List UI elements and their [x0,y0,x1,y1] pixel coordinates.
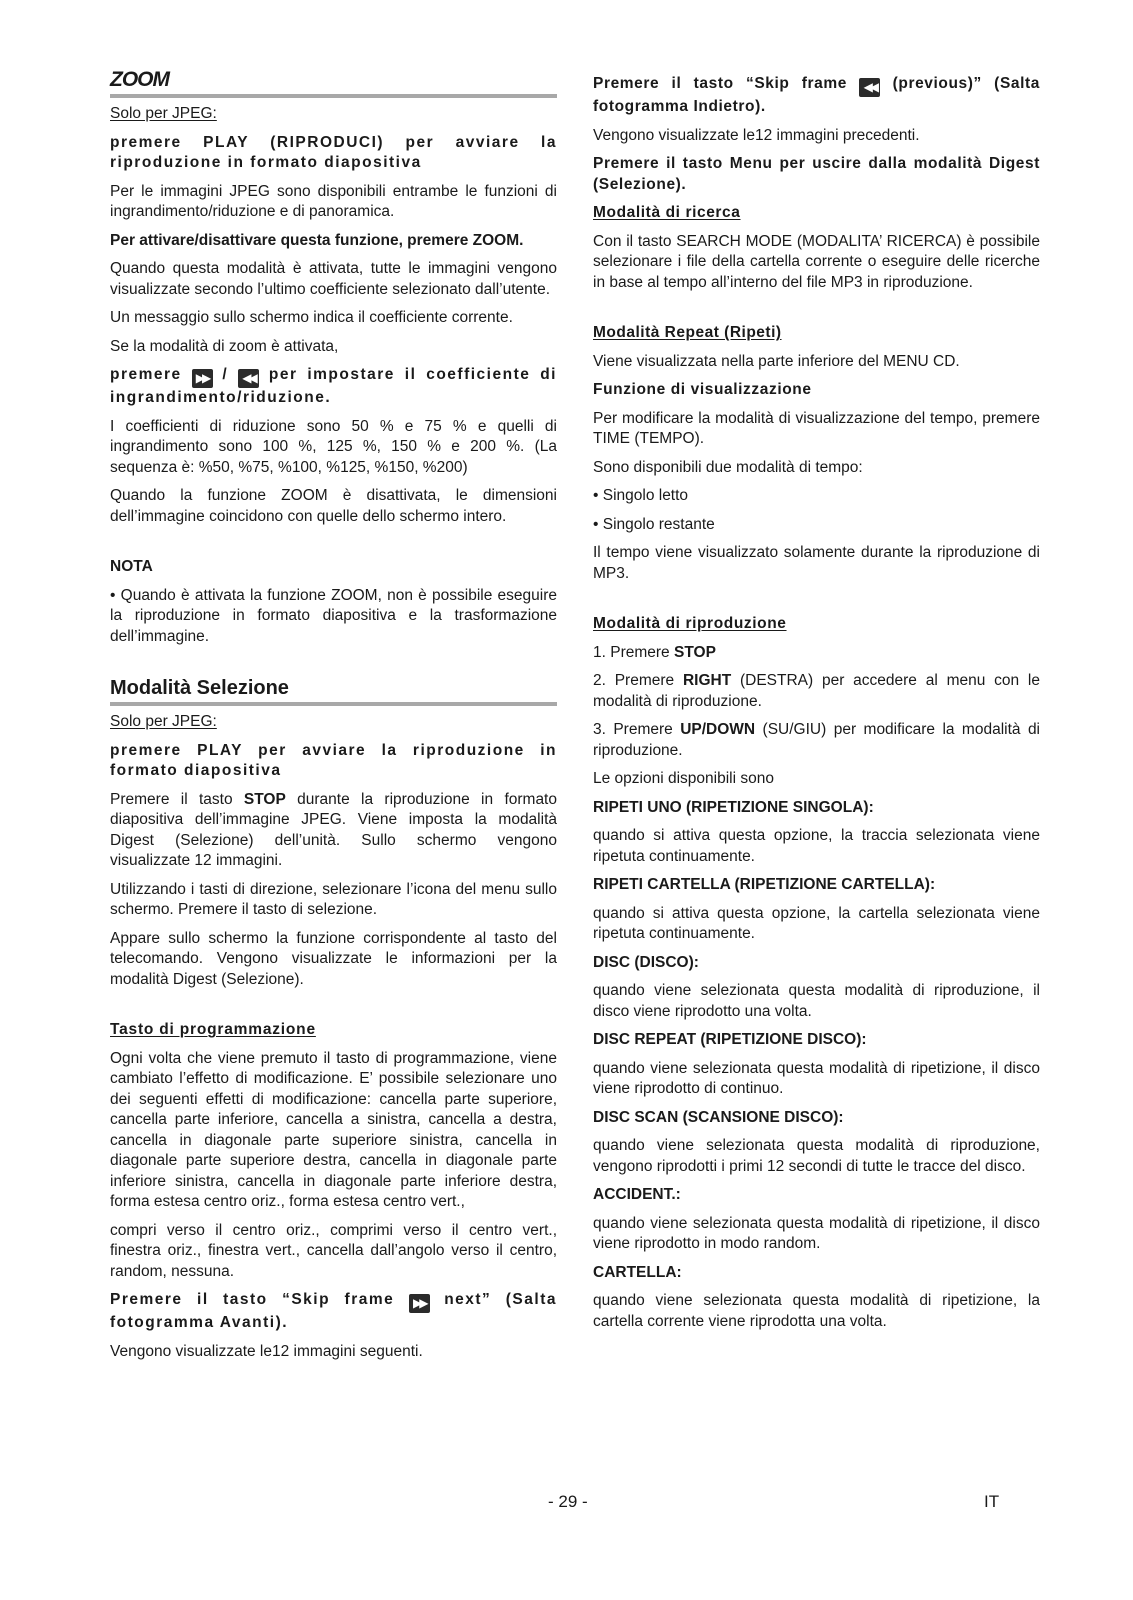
option-ripeti-cartella-text: quando si attiva questa opzione, la cartella selezionata viene ripetuta continuamente. [593,904,1040,942]
option-disc-repeat-text: quando viene selezionata questa modalità di ripetizione, il disco viene riprodotto di continuo. [593,1059,1040,1097]
time-text: Per modificare la modalità di visualizzazione del tempo, premere TIME (TEMPO). [593,409,1040,447]
step-3: 3. Premere UP/DOWN (SU/GIU) per modificare la modalità di riproduzione. [593,721,1041,759]
premere-word: premere [110,366,182,383]
riproduzione-heading: Modalità di riproduzione [593,615,787,632]
fast-forward-icon: ▶▶ [192,369,213,388]
language-code: IT [984,1492,1000,1511]
option-disc-scan-text: quando viene selezionata questa modalità di riproduzione, vengono riprodotti i primi 12 secondi di tutte le tracce del disco. [593,1137,1040,1175]
zoom-activated-text: Se la modalità di zoom è attivata, [110,337,339,355]
repeat-text: Viene visualizzata nella parte inferiore del MENU CD. [593,352,960,370]
step-1: 1. Premere STOP [593,643,716,661]
repeat-heading: Modalità Repeat (Ripeti) [593,324,782,341]
option-accident-title: ACCIDENT.: [593,1186,681,1203]
option-disc-title: DISC (DISCO): [593,953,699,971]
jpeg-functions-text: Per le immagini JPEG sono disponibili entrambe le funzioni di ingrandimento/riduzione e di panoramica. [110,182,557,220]
bullet-singolo-restante: • Singolo restante [593,515,715,533]
mp3-time-text: Il tempo viene visualizzato solamente durante la riproduzione di MP3. [593,544,1040,582]
message-text: Un messaggio sullo schermo indica il coefficiente corrente. [110,309,513,326]
option-disc-repeat-title: DISC REPEAT (RIPETIZIONE DISCO): [593,1031,867,1048]
skip-previous-icon: ◀◀ [859,78,880,97]
updown-key: UP/DOWN [680,721,756,738]
premere-play-instruction: premere PLAY (RIPRODUCI) per avviare la riproduzione in formato diapositiva [110,133,557,171]
selezione-heading: Modalità Selezione [110,677,557,706]
solo-jpeg-label-2: Solo per JPEG: [110,713,217,730]
stop-text: Premere il tasto STOP durante la riproduzione in formato diapositiva dell’immagine JPEG. Viene imposta la modalità Digest (Selezione) dell’unità. Sullo schermo vengono visualizzate 12 immagini. [110,790,557,869]
option-cartella-title: CARTELLA: [593,1263,682,1281]
tasto-programmazione-heading: Tasto di programmazione [110,1021,316,1038]
right-key: RIGHT [682,672,732,689]
skip-next-instruction: Premere il tasto “Skip frame ▶▶ next” (Salta fotogramma Avanti). [110,1291,557,1331]
option-ripeti-cartella-title: RIPETI CARTELLA (RIPETIZIONE CARTELLA): [593,876,936,893]
bullet-singolo-letto: • Singolo letto [593,487,689,504]
rewind-icon: ◀◀ [238,369,259,388]
option-accident-text: quando viene selezionata questa modalità di ripetizione, il disco viene riprodotto in modo random. [593,1214,1040,1252]
left-column [110,68,557,1370]
coefficient-instruction-text: per impostare il coefficiente di ingrandimento/riduzione. [110,366,557,406]
option-cartella-text: quando viene selezionata questa modalità di ripetizione, la cartella corrente viene riprodotta una volta. [593,1292,1040,1330]
skip-prev-instruction: Premere il tasto “Skip frame ◀◀ (previous)” (Salta fotogramma Indietro). [593,75,1040,115]
coefficients-text: I coefficienti di riduzione sono 50 % e 75 % e quelli di ingrandimento sono 100 %, 125 %, 150 % e 200 %. (La sequenza è: %50, %75, %100, %125, %150, %200) [110,417,557,476]
time-modes-text: Sono disponibili due modalità di tempo: [593,458,863,476]
effects-text: Ogni volta che viene premuto il tasto di programmazione, viene cambiato l’effetto di modificazione. E’ possibile selezionare uno dei seguenti effetti di modificazione: cancella parte superiore, cancella parte inferiore, cancella a sinistra, cancella a destra, cancella in diagonale parte superiore sinistra, cancella in diagonale parte superiore destra, cancella in diagonale parte inferiore sinistra, cancella in diagonale parte inferiore destra, forma estesa centro oriz., forma estesa centro vert., [110,1049,557,1210]
zoom-disabled-text: Quando la funzione ZOOM è disattivata, le dimensioni dell’immagine coincidono con quelle dello schermo intero. [110,487,557,525]
nota-heading: NOTA [110,558,153,575]
next-images-text: Vengono visualizzate le12 immagini seguenti. [110,1342,423,1360]
option-disc-scan-title: DISC SCAN (SCANSIONE DISCO): [593,1108,844,1126]
nota-text: • Quando è attivata la funzione ZOOM, non è possibile eseguire la riproduzione in formato diapositiva e la trasformazione dell’immagine. [110,586,557,645]
skip-next-icon: ▶▶ [409,1294,430,1313]
step-2: 2. Premere RIGHT (DESTRA) per accedere al menu con le modalità di riproduzione. [593,672,1040,710]
stop-key-2: STOP [673,643,716,661]
page-number: - 29 - [548,1492,588,1511]
solo-jpeg-label: Solo per JPEG: [110,105,217,122]
direction-keys-text: Utilizzando i tasti di direzione, selezionare l’icona del menu sullo schermo. Premere il tasto di selezione. [110,880,557,918]
previous-images-text: Vengono visualizzate le12 immagini precedenti. [593,126,920,144]
remote-function-text: Appare sullo schermo la funzione corrispondente al tasto del telecomando. Vengono visualizzate le informazioni per la modalità Digest (Selezione). [110,929,557,988]
coefficient-instruction [110,365,557,409]
options-intro: Le opzioni disponibili sono [593,770,774,787]
visualizzazione-heading: Funzione di visualizzazione [593,381,812,398]
option-disc-text: quando viene selezionata questa modalità di riproduzione, il disco viene riprodotto una volta. [593,982,1040,1020]
search-text: Con il tasto SEARCH MODE (MODALITA’ RICERCA) è possibile selezionare i file della cartella corrente o eseguire delle ricerche in base al tempo all’interno del file MP3 in riproduzione. [593,232,1040,291]
right-column [593,74,1040,1340]
ricerca-heading: Modalità di ricerca [593,204,741,221]
stop-key: STOP [243,790,286,808]
zoom-active-text: Quando questa modalità è attivata, tutte le immagini vengono visualizzate secondo l’ultimo coefficiente selezionato dall’utente. [110,260,557,298]
option-ripeti-uno-title: RIPETI UNO (RIPETIZIONE SINGOLA): [593,798,874,816]
menu-exit-instruction: Premere il tasto Menu per uscire dalla modalità Digest (Selezione). [593,155,1040,193]
premere-play-instruction-2: premere PLAY per avviare la riproduzione in formato diapositiva [110,741,557,779]
option-ripeti-uno-text: quando si attiva questa opzione, la traccia selezionata viene ripetuta continuamente. [593,827,1040,865]
zoom-heading: ZOOM [110,68,557,98]
slash-text: / [222,366,229,383]
effects-text-2: compri verso il centro oriz., comprimi verso il centro vert., finestra oriz., finestra vert., cancella dall’angolo verso il centro, random, nessuna. [110,1221,557,1280]
zoom-toggle-instruction: Per attivare/disattivare questa funzione, premere ZOOM. [110,231,524,249]
